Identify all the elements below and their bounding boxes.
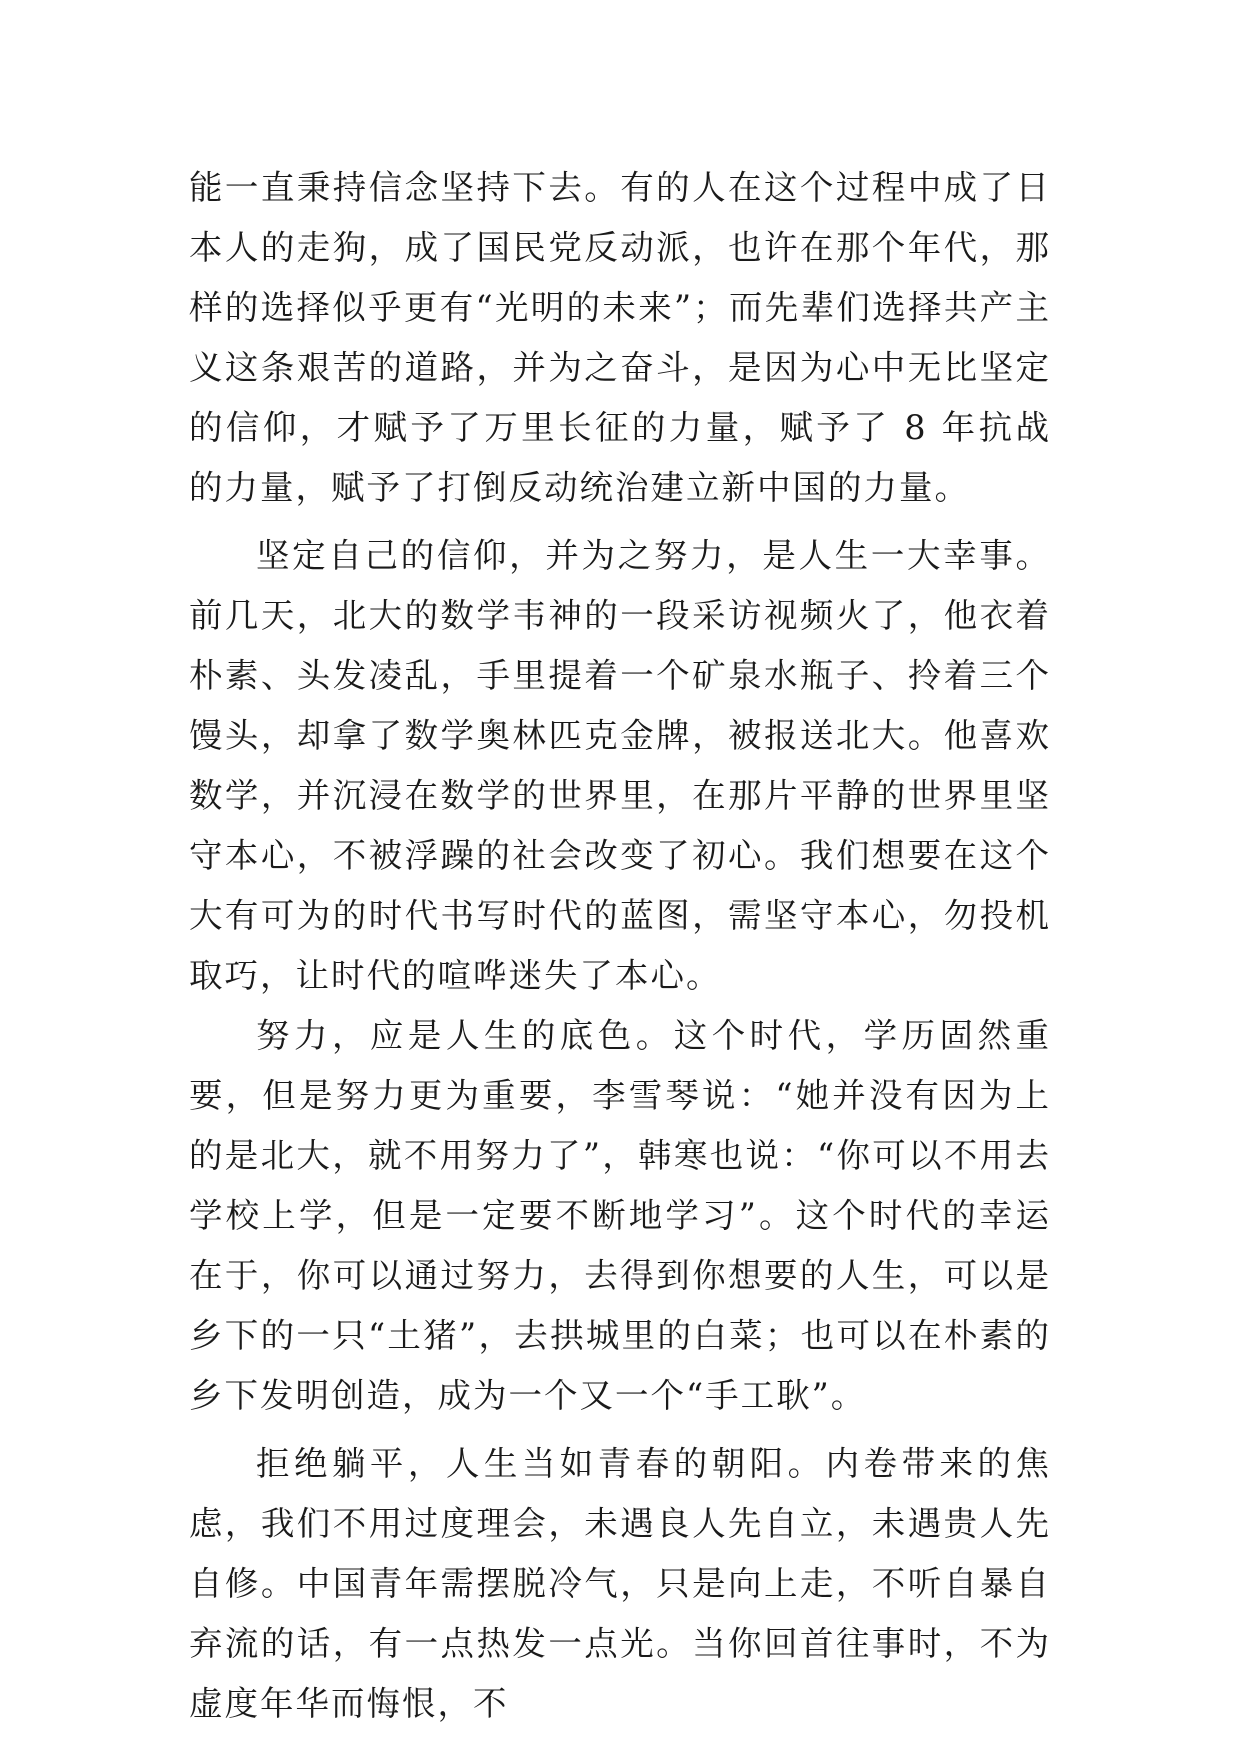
paragraph-2: 坚定自己的信仰，并为之努力，是人生一大幸事。前几天，北大的数学韦神的一段采访视频火了，他衣着朴素、头发凌乱，手里提着一个矿泉水瓶子、拎着三个馒头，却拿了数学奥林匹克金牌，被报送北大。他喜欢数学，并沉浸在数学的世界里，在那片平静的世界里坚守本心，不被浮躁的社会改变了初心。我们想要在这个大有可为的时代书写时代的蓝图，需坚守本心，勿投机取巧，让时代的喧哗迷失了本心。 xyxy=(189,536,1051,995)
paragraph-4: 拒绝躺平，人生当如青春的朝阳。内卷带来的焦虑，我们不用过度理会，未遇良人先自立，未遇贵人先自修。中国青年需摆脱冷气，只是向上走，不听自暴自弃流的话，有一点热发一点光。当你回首往事时，不为虚度年华而悔恨，不 xyxy=(189,1444,1051,1723)
paragraph-3: 努力，应是人生的底色。这个时代，学历固然重要，但是努力更为重要，李雪琴说：“她并没有因为上的是北大，就不用努力了”，韩寒也说：“你可以不用去学校上学，但是一定要不断地学习”。这个时代的幸运在于，你可以通过努力，去得到你想要的人生，可以是乡下的一只“土猪”，去拱城里的白菜；也可以在朴素的乡下发明创造，成为一个又一个“手工耿”。 xyxy=(189,1016,1051,1415)
document-body xyxy=(189,158,1051,1734)
paragraph-1: 能一直秉持信念坚持下去。有的人在这个过程中成了日本人的走狗，成了国民党反动派，也许在那个年代，那样的选择似乎更有“光明的未来”；而先辈们选择共产主义这条艰苦的道路，并为之奋斗，是因为心中无比坚定的信仰，才赋予了万里长征的力量，赋予了 8 年抗战的力量，赋予了打倒反动统治建立新中国的力量。 xyxy=(189,168,1051,507)
